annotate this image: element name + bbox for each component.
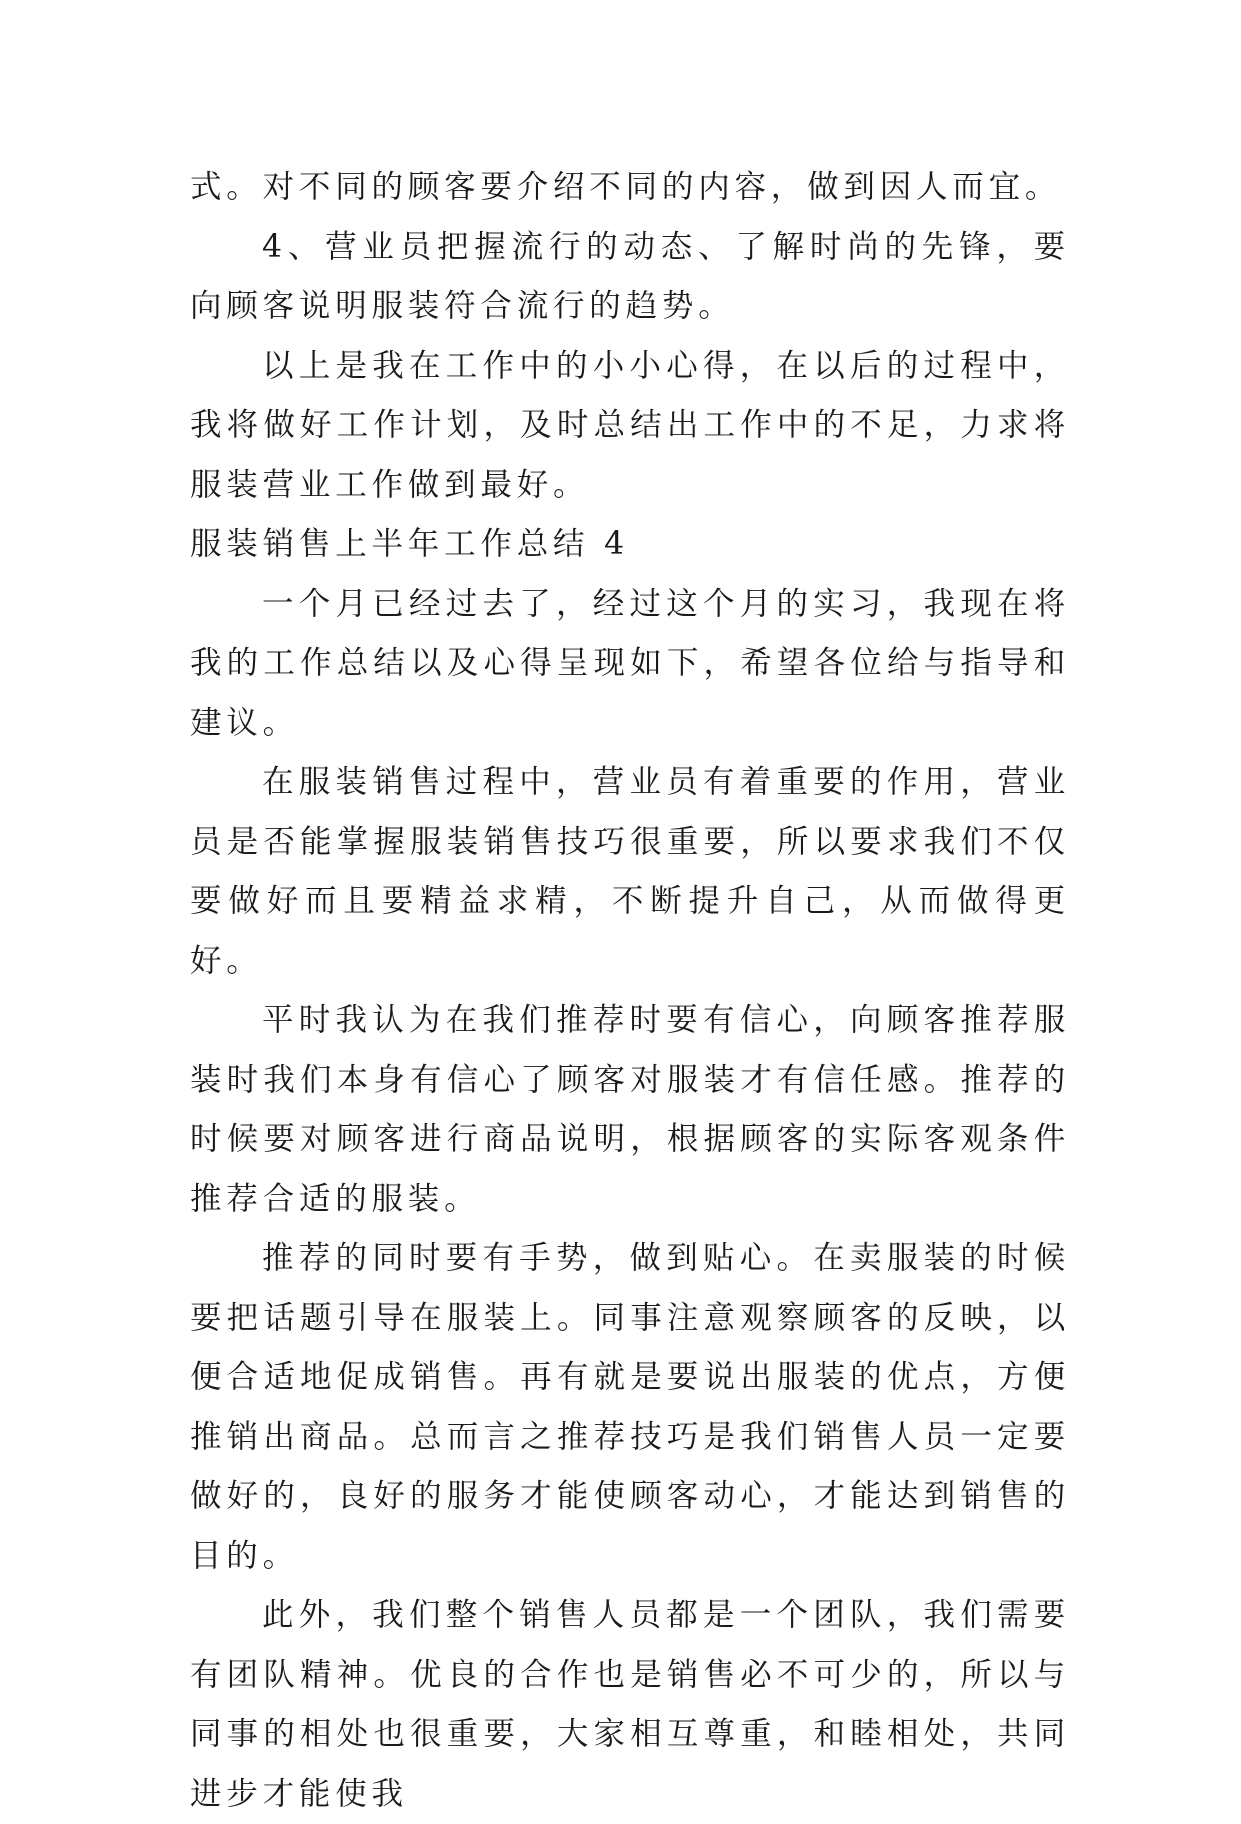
paragraph-confidence: 平时我认为在我们推荐时要有信心，向顾客推荐服装时我们本身有信心了顾客对服装才有信任感。推荐的时候要对顾客进行商品说明，根据顾客的实际客观条件推荐合适的服装。 — [190, 1002, 1070, 1217]
document-body — [190, 158, 1070, 1824]
paragraph-point-4: 4、营业员把握流行的动态、了解时尚的先锋，要向顾客说明服装符合流行的趋势。 — [190, 228, 1070, 324]
paragraph-gestures: 推荐的同时要有手势，做到贴心。在卖服装的时候要把话题引导在服装上。同事注意观察顾客的反映，以便合适地促成销售。再有就是要说出服装的优点，方便推销出商品。总而言之推荐技巧是我们销售人员一定要做好的，良好的服务才能使顾客动心，才能达到销售的目的。 — [190, 1240, 1070, 1574]
paragraph-continuation: 式。对不同的顾客要介绍不同的内容，做到因人而宜。 — [190, 169, 1062, 205]
paragraph-role: 在服装销售过程中，营业员有着重要的作用，营业员是否能掌握服装销售技巧很重要，所以要求我们不仅要做好而且要精益求精，不断提升自己，从而做得更好。 — [190, 764, 1070, 979]
section-heading: 服装销售上半年工作总结 4 — [190, 526, 629, 562]
paragraph-teamwork: 此外，我们整个销售人员都是一个团队，我们需要有团队精神。优良的合作也是销售必不可少的，所以与同事的相处也很重要，大家相互尊重，和睦相处，共同进步才能使我 — [190, 1597, 1070, 1812]
paragraph-intro: 一个月已经过去了，经过这个月的实习，我现在将我的工作总结以及心得呈现如下，希望各位给与指导和建议。 — [190, 585, 1070, 741]
paragraph-conclusion: 以上是我在工作中的小小心得，在以后的过程中，我将做好工作计划，及时总结出工作中的不足，力求将服装营业工作做到最好。 — [190, 347, 1070, 503]
